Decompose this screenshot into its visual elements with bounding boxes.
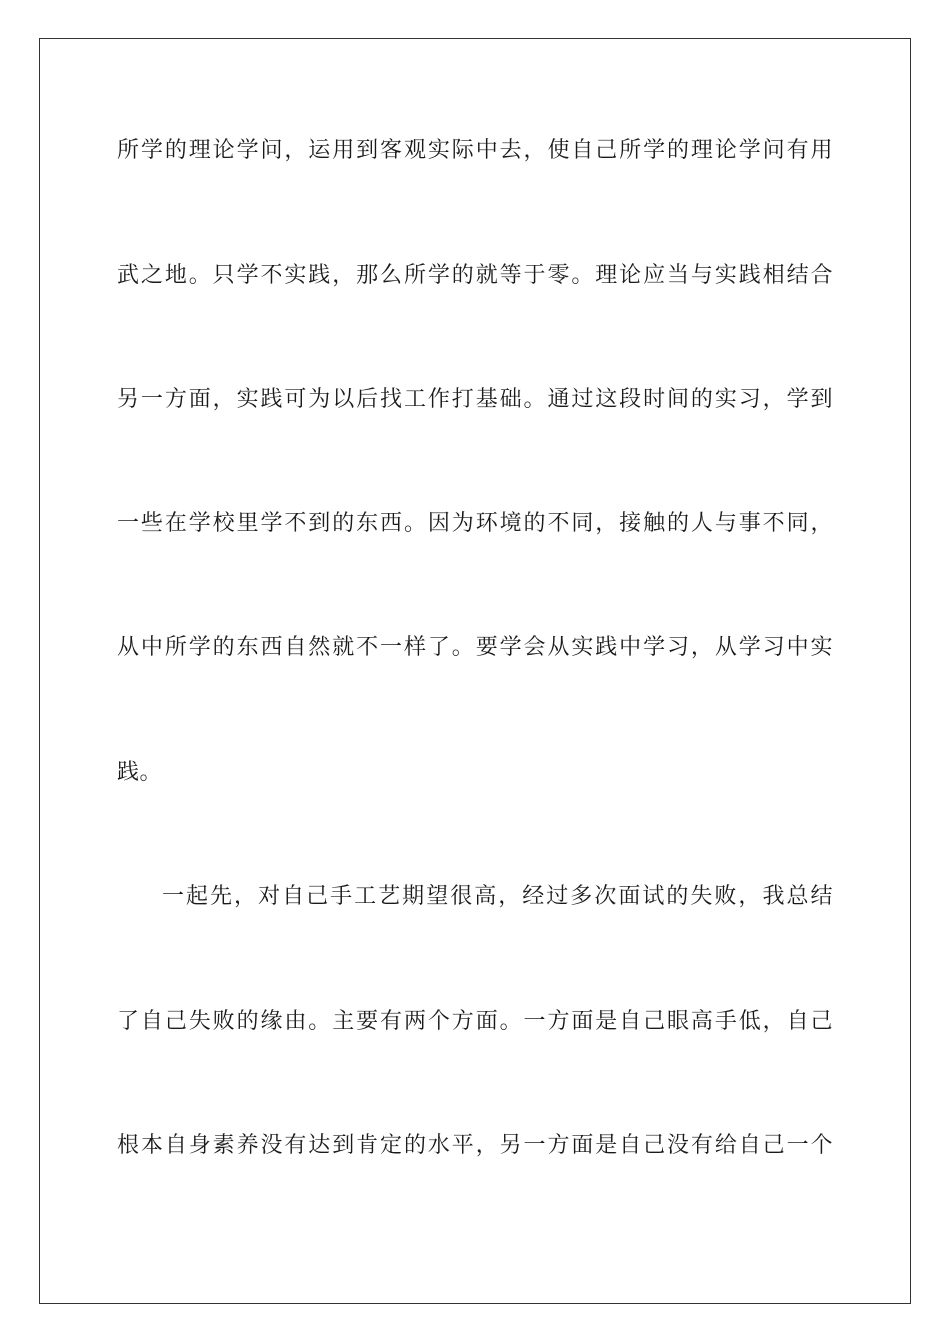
- text-line-5: 从中所学的东西自然就不一样了。要学会从实践中学习，从学习中实: [117, 635, 833, 660]
- text-line-1: 所学的理论学问，运用到客观实际中去，使自己所学的理论学问有用: [117, 138, 833, 163]
- text-line-3: 另一方面，实践可为以后找工作打基础。通过这段时间的实习，学到: [117, 387, 833, 412]
- text-line-4: 一些在学校里学不到的东西。因为环境的不同，接触的人与事不同，: [117, 511, 833, 536]
- text-line-8: 了自己失败的缘由。主要有两个方面。一方面是自己眼高手低，自己: [117, 1009, 833, 1034]
- paragraph-indented-line: 一起先，对自己手工艺期望很高，经过多次面试的失败，我总结: [162, 884, 833, 909]
- text-line-6: 践。: [117, 760, 163, 785]
- text-line-2: 武之地。只学不实践，那么所学的就等于零。理论应当与实践相结合: [117, 263, 833, 288]
- text-line-9: 根本自身素养没有达到肯定的水平，另一方面是自己没有给自己一个: [117, 1133, 833, 1158]
- page-frame: [39, 38, 911, 1304]
